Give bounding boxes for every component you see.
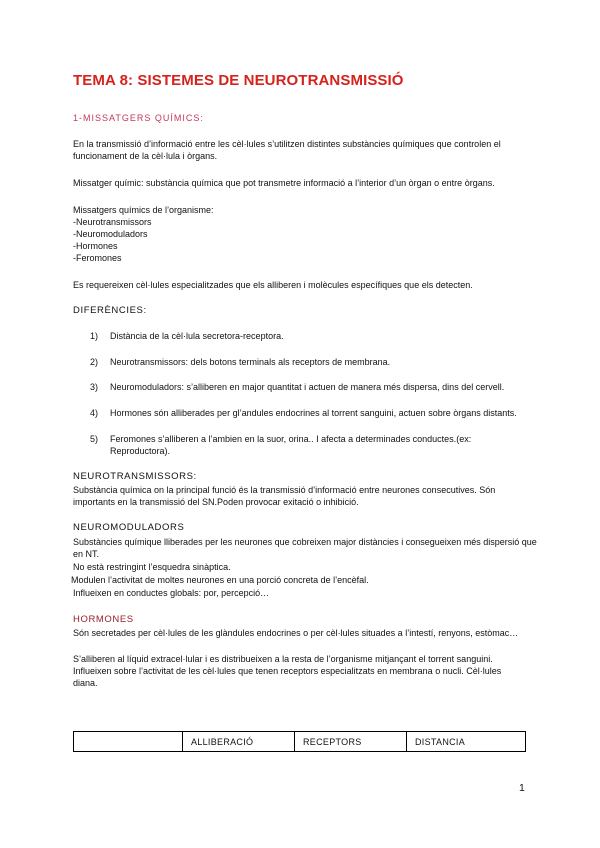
table-header-cell: ALLIBERACIÓ bbox=[183, 732, 295, 752]
item-text: Neurotransmissors: dels botons terminals als receptors de membrana. bbox=[110, 357, 391, 367]
section-heading-messengers: 1-MISSATGERS QUÍMICS: bbox=[73, 113, 204, 123]
item-number: 2) bbox=[90, 357, 99, 367]
page-title: TEMA 8: SISTEMES DE NEUROTRANSMISSIÓ bbox=[73, 72, 404, 89]
item-text: Hormones són alliberades per gl’andules endocrines al torrent sanguini, actuen sobre òrgans distants. bbox=[110, 408, 517, 418]
neurotransmitters-text: Substància química on la principal funció és la transmissió d’informació entre neurones consecutives. Són importants en la transmissió del SN.Poden provocar exitació o inhibició. bbox=[73, 485, 496, 507]
neuromodulators-line: Substàncies químique lliberades per les neurones que cobreixen major distàncies i consegueixen més dispersió que en NT. bbox=[73, 537, 537, 559]
page-number: 1 bbox=[519, 782, 525, 794]
item-number: 4) bbox=[90, 408, 99, 418]
intro-paragraph-3: Es requereixen cèl·lules especialitzades que els alliberen i molècules específiques que els detecten. bbox=[73, 280, 473, 290]
item-number: 1) bbox=[90, 331, 99, 341]
neuromodulators-heading: NEUROMODULADORS bbox=[73, 522, 185, 533]
intro-paragraph-1: En la transmissió d’informació entre les cèl·lules s’utilitzen distintes substàncies químiques que controlen el funcionament de la cèl·lula i òrgans. bbox=[73, 139, 501, 161]
messengers-list-item: -Feromones bbox=[73, 253, 122, 263]
table-header-row bbox=[74, 732, 526, 752]
table-header-cell: RECEPTORS bbox=[295, 732, 407, 752]
intro-paragraph-2: Missatger químic: substància química que pot transmetre informació a l’interior d’un òrgan o entre òrgans. bbox=[73, 178, 495, 188]
neuromodulators-line: Influeixen en conductes globals: por, percepció… bbox=[73, 588, 270, 598]
table-header-cell: DISTANCIA bbox=[407, 732, 526, 752]
messengers-list-title: Missatgers químics de l’organisme: bbox=[73, 205, 214, 215]
neuromodulators-line: Modulen l’activitat de moltes neurones en una porció concreta de l’encèfal. bbox=[71, 575, 369, 585]
table-header-cell bbox=[74, 732, 183, 752]
item-number: 3) bbox=[90, 382, 99, 392]
item-text: Distància de la cèl·lula secretora-receptora. bbox=[110, 331, 284, 341]
comparison-table bbox=[73, 731, 526, 752]
messengers-list-item: -Hormones bbox=[73, 241, 118, 251]
hormones-line: S’alliberen al líquid extracel·lular i es distribueixen a la resta de l’organisme mitjançant el torrent sanguini. bbox=[73, 654, 493, 664]
messengers-list-item: -Neuromoduladors bbox=[73, 229, 148, 239]
neurotransmitters-heading: NEUROTRANSMISSORS: bbox=[73, 471, 197, 482]
item-number: 5) bbox=[90, 434, 99, 444]
item-text: Neuromoduladors: s’alliberen en major quantitat i actuen de manera més dispersa, dins del cervell. bbox=[110, 382, 505, 392]
hormones-heading: HORMONES bbox=[73, 614, 134, 625]
differences-heading: DIFERÈNCIES: bbox=[73, 305, 147, 316]
neuromodulators-line: No està restringint l’esquedra sinàptica. bbox=[73, 562, 231, 572]
hormones-line: Influeixen sobre l’activitat de les cèl·lules que tenen receptors especialitzats en membrana o nucli. Cèl·lules diana. bbox=[73, 666, 502, 688]
item-text: Feromones s’alliberen a l’ambien en la suor, orina.. I afecta a determinades conductes.(ex: Reproductora). bbox=[110, 434, 472, 456]
messengers-list-item: -Neurotransmissors bbox=[73, 217, 152, 227]
hormones-line: Són secretades per cèl·lules de les glàndules endocrines o per cèl·lules situades a l’intestí, renyons, estòmac… bbox=[73, 628, 519, 638]
